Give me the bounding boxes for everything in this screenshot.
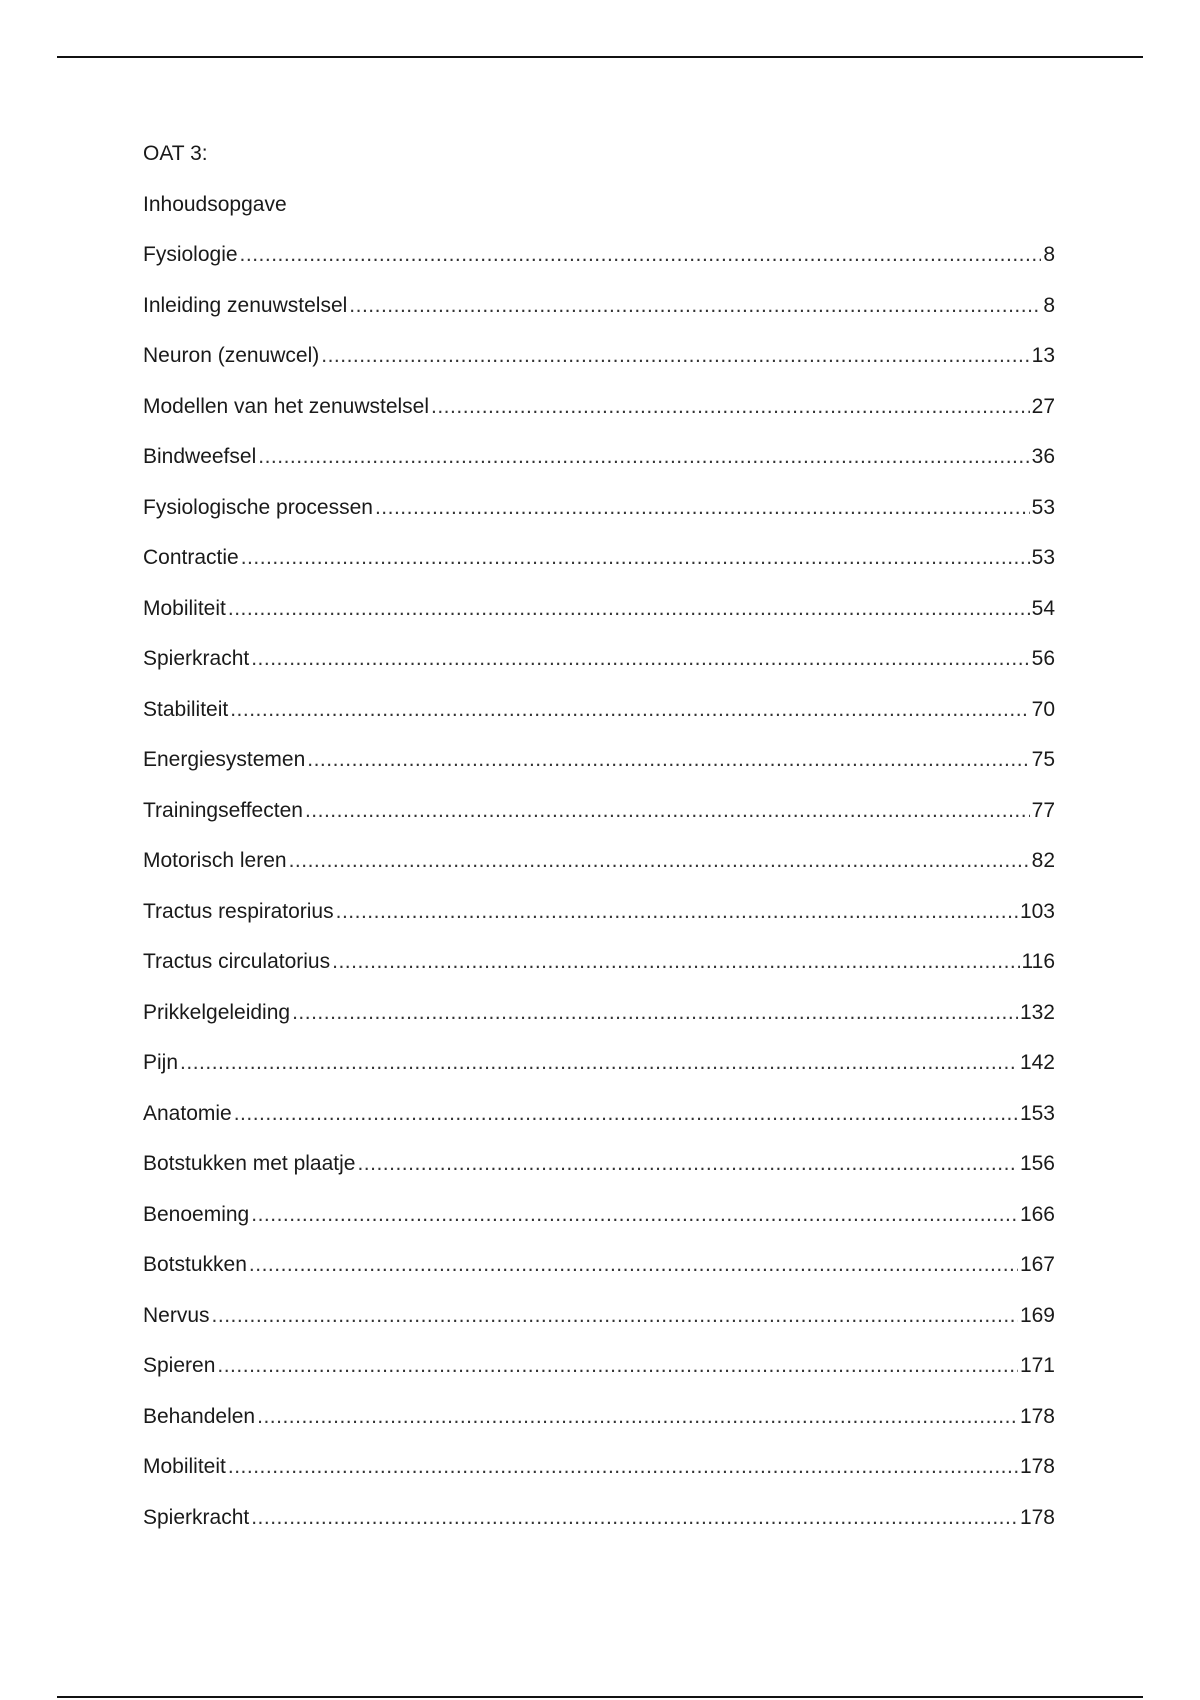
toc-entry[interactable] xyxy=(143,1453,1055,1481)
toc-dot-leader xyxy=(257,1403,1018,1431)
toc-entry[interactable] xyxy=(143,393,1055,421)
toc-entry[interactable] xyxy=(143,544,1055,572)
toc-dot-leader xyxy=(228,1453,1018,1481)
toc-dot-leader xyxy=(349,292,1041,320)
toc-dot-leader xyxy=(241,544,1030,572)
toc-entry-title: Benoeming xyxy=(143,1202,250,1226)
toc-entry-title: Bindweefsel xyxy=(143,445,257,468)
toc-entry-title: Inleiding zenuwstelsel xyxy=(143,293,348,317)
toc-entry-title: Pijn xyxy=(143,1051,179,1074)
toc-entry[interactable] xyxy=(143,999,1055,1027)
toc-entry[interactable] xyxy=(143,292,1055,320)
toc-entry[interactable] xyxy=(143,1201,1055,1229)
toc-entry-title: Prikkelgeleiding xyxy=(143,1000,291,1024)
toc-entry-page-number: 132 xyxy=(1019,1000,1055,1024)
toc-entry-page-number: 77 xyxy=(1031,798,1055,822)
table-of-contents xyxy=(143,241,1055,1532)
toc-entry-title: Neuron (zenuwcel) xyxy=(143,344,320,367)
toc-entry-title: Fysiologie xyxy=(143,243,238,266)
toc-entry-page-number: 169 xyxy=(1019,1303,1055,1327)
toc-entry-page-number: 82 xyxy=(1031,849,1055,872)
toc-entry[interactable] xyxy=(143,948,1055,976)
toc-entry[interactable] xyxy=(143,898,1055,926)
toc-entry[interactable] xyxy=(143,443,1055,471)
toc-dot-leader xyxy=(251,1504,1018,1532)
toc-entry[interactable] xyxy=(143,1302,1055,1330)
toc-entry[interactable] xyxy=(143,645,1055,673)
toc-entry-page-number: 153 xyxy=(1019,1101,1055,1125)
toc-dot-leader xyxy=(336,898,1018,926)
document-body xyxy=(143,140,1055,1554)
toc-entry-page-number: 13 xyxy=(1031,344,1055,367)
toc-entry-page-number: 167 xyxy=(1019,1253,1055,1276)
toc-entry[interactable] xyxy=(143,342,1055,370)
toc-entry[interactable] xyxy=(143,1251,1055,1279)
toc-entry-title: Energiesystemen xyxy=(143,748,306,771)
toc-entry-page-number: 8 xyxy=(1043,293,1055,317)
toc-dot-leader xyxy=(251,1201,1018,1229)
toc-entry-page-number: 54 xyxy=(1031,596,1055,620)
toc-entry-title: Fysiologische processen xyxy=(143,495,373,519)
toc-entry[interactable] xyxy=(143,696,1055,724)
toc-dot-leader xyxy=(212,1302,1018,1330)
toc-dot-leader xyxy=(321,342,1029,370)
toc-entry-title: Contractie xyxy=(143,546,239,569)
toc-entry-page-number: 171 xyxy=(1019,1354,1055,1377)
toc-dot-leader xyxy=(332,948,1019,976)
toc-dot-leader xyxy=(431,393,1030,421)
toc-entry[interactable] xyxy=(143,241,1055,269)
toc-entry-page-number: 56 xyxy=(1031,647,1055,670)
toc-entry-page-number: 178 xyxy=(1019,1455,1055,1478)
toc-title: Inhoudsopgave xyxy=(143,192,287,216)
toc-entry-title: Behandelen xyxy=(143,1404,256,1428)
toc-entry-title: Trainingseffecten xyxy=(143,798,303,822)
toc-entry[interactable] xyxy=(143,797,1055,825)
toc-entry-page-number: 70 xyxy=(1031,697,1055,721)
toc-dot-leader xyxy=(230,696,1029,724)
toc-dot-leader xyxy=(249,1251,1018,1279)
toc-dot-leader xyxy=(217,1352,1018,1380)
toc-entry-page-number: 142 xyxy=(1019,1051,1055,1074)
document-heading: OAT 3: xyxy=(143,142,208,165)
toc-dot-leader xyxy=(305,797,1030,825)
toc-entry-page-number: 27 xyxy=(1031,394,1055,418)
toc-entry-title: Tractus respiratorius xyxy=(143,899,334,923)
toc-entry-page-number: 53 xyxy=(1031,546,1055,569)
toc-entry[interactable] xyxy=(143,1100,1055,1128)
toc-dot-leader xyxy=(228,595,1030,623)
toc-entry-page-number: 53 xyxy=(1031,495,1055,519)
toc-entry-page-number: 166 xyxy=(1019,1202,1055,1226)
toc-dot-leader xyxy=(375,494,1030,522)
toc-entry-title: Mobiliteit xyxy=(143,596,226,620)
toc-dot-leader xyxy=(180,1049,1018,1077)
toc-dot-leader xyxy=(258,443,1029,471)
toc-entry-page-number: 116 xyxy=(1021,950,1055,973)
toc-entry-title: Spieren xyxy=(143,1354,216,1377)
toc-entry[interactable] xyxy=(143,494,1055,522)
toc-entry-page-number: 178 xyxy=(1019,1404,1055,1428)
toc-dot-leader xyxy=(289,847,1030,875)
toc-entry-title: Tractus circulatorius xyxy=(143,950,331,973)
toc-entry[interactable] xyxy=(143,1504,1055,1532)
toc-entry-page-number: 178 xyxy=(1019,1505,1055,1529)
toc-entry-page-number: 103 xyxy=(1019,899,1055,923)
toc-entry[interactable] xyxy=(143,1403,1055,1431)
toc-entry-page-number: 75 xyxy=(1031,748,1055,771)
toc-dot-leader xyxy=(251,645,1029,673)
toc-dot-leader xyxy=(240,241,1042,269)
toc-dot-leader xyxy=(307,746,1029,774)
toc-entry-title: Stabiliteit xyxy=(143,697,229,721)
toc-entry[interactable] xyxy=(143,847,1055,875)
toc-entry[interactable] xyxy=(143,1352,1055,1380)
toc-entry-page-number: 156 xyxy=(1019,1152,1055,1175)
toc-entry-title: Spierkracht xyxy=(143,647,250,670)
toc-dot-leader xyxy=(292,999,1018,1027)
toc-entry-title: Mobiliteit xyxy=(143,1455,226,1478)
header-rule xyxy=(57,56,1143,58)
toc-dot-leader xyxy=(357,1150,1018,1178)
toc-entry[interactable] xyxy=(143,1049,1055,1077)
footer-rule xyxy=(57,1696,1143,1698)
toc-entry-title: Anatomie xyxy=(143,1101,232,1125)
toc-entry-page-number: 36 xyxy=(1031,445,1055,468)
toc-entry-title: Nervus xyxy=(143,1303,210,1327)
toc-entry[interactable] xyxy=(143,595,1055,623)
toc-entry-title: Botstukken met plaatje xyxy=(143,1152,356,1175)
toc-entry-title: Modellen van het zenuwstelsel xyxy=(143,394,430,418)
toc-dot-leader xyxy=(234,1100,1018,1128)
toc-entry-title: Motorisch leren xyxy=(143,849,287,872)
toc-entry[interactable] xyxy=(143,746,1055,774)
toc-entry[interactable] xyxy=(143,1150,1055,1178)
toc-entry-page-number: 8 xyxy=(1043,243,1055,266)
toc-entry-title: Spierkracht xyxy=(143,1505,250,1529)
toc-entry-title: Botstukken xyxy=(143,1253,247,1276)
